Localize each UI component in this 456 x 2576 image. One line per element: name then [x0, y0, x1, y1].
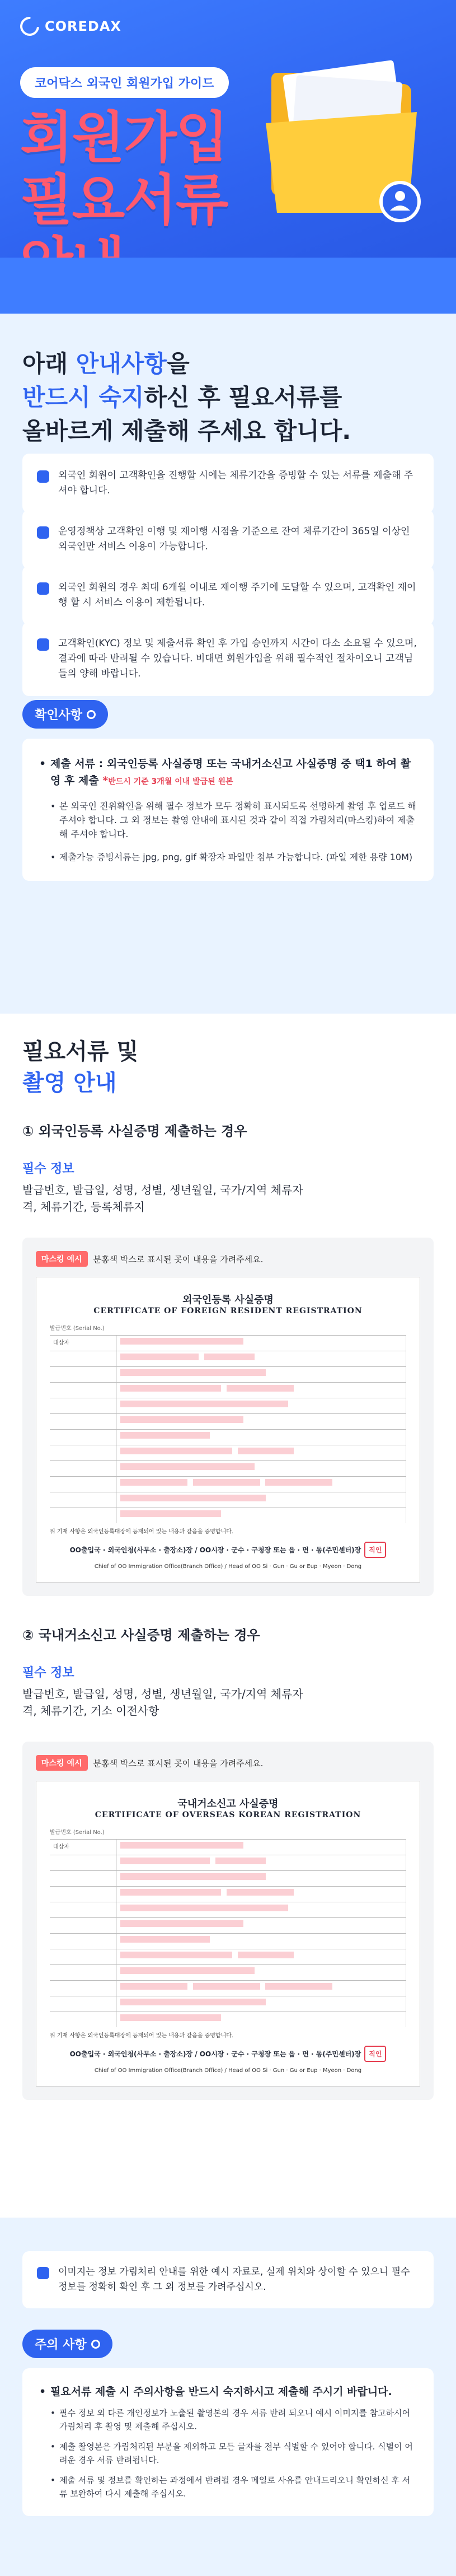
office-text-en: Chief of OO Immigration Office(Branch Office) / Head of OO Si · Gun · Gu or Eup · Myeon · Dong [94, 1564, 362, 1570]
case1-title: ① 외국인등록 사실증명 제출하는 경우 [22, 1123, 247, 1139]
notice-text: 외국인 회원의 경우 최대 6개월 이내로 재이행 주기에 도달할 수 있으며, 고객확인 재이행 할 시 서비스 이용이 제한됩니다. [58, 582, 416, 608]
bottom-section [0, 2218, 456, 2576]
intro-text: 올바르게 제출해 주세요 [22, 417, 266, 445]
hero-wave [0, 258, 456, 314]
mask-example-label: 마스킹 예시 [36, 1755, 88, 1771]
docs-title [22, 1036, 138, 1099]
mask-example-desc: 분홍색 박스로 표시된 곳이 내용을 가려주세요. [93, 1758, 264, 1768]
docs-title-line1: 필요서류 및 [22, 1039, 139, 1065]
case1-form-example [22, 1238, 434, 1596]
official-stamp: 직인 [364, 1542, 386, 1558]
info-bullet-icon [37, 2267, 49, 2279]
confirm-box [22, 739, 434, 881]
sheet2-title-english: CERTIFICATE OF OVERSEAS KOREAN REGISTRATION [95, 1810, 361, 1819]
folder-illustration-icon [249, 50, 434, 235]
caution-main: • 필요서류 제출 시 주의사항을 반드시 숙지하시고 제출해 주시기 바랍니다. [39, 2384, 417, 2400]
intro-highlight: 반드시 숙지 [22, 384, 144, 411]
case2-form-example [22, 1742, 434, 2100]
image-notice-text: 이미지는 정보 가림처리 안내를 위한 예시 자료로, 실제 위치와 상이할 수 있으니 필수 정보를 정확히 확인 후 그 외 정보를 가려주십시오. [58, 2266, 410, 2293]
required-mark: * [102, 774, 109, 787]
caution-tag-label: 주의 사항 [35, 2338, 87, 2352]
issuing-office [50, 1542, 406, 1558]
notice-card [22, 510, 434, 569]
foreign-registration-sheet: 외국인등록 사실증명 CERTIFICATE OF FOREIGN RESIDENT REGISTRATION 발급번호 (Serial No.) 대상자 위 기재 사항은 외국인등록대장에 등재되어 있는 내용과 같음을 증명합니다. OO출입국 · 외국인청(사무소 · 출장소)장 / OO시장 · 군수 · 구청장 또는 읍 · 면 · 동(주민센터)장 직인 Chief of OO Immigration Office(Branch Office) / Head of OO Si · Gun · Gu or Eup · Myeon · Dong [36, 1277, 420, 1583]
brand-name: COREDAX [45, 18, 121, 34]
confirm-tag [22, 700, 108, 729]
confirm-sub: • 본 외국인 진위확인을 위해 필수 정보가 모두 정확히 표시되도록 선명하게 촬영 후 업로드 해주셔야 합니다. 그 외 정보는 촬영 안내에 표시된 것과 같이 직접 가림처리(마스킹)하여 제출해 주셔야 합니다. [39, 799, 417, 841]
case1-required-text: 발급번호, 발급일, 성명, 성별, 생년월일, 국가/지역 체류자격, 체류기간, 등록체류지 [22, 1183, 303, 1214]
brand-logo[interactable] [20, 17, 121, 36]
confirm-main [39, 755, 417, 790]
intro-text: 아래 [22, 350, 76, 377]
mask-example-label: 마스킹 예시 [36, 1251, 88, 1267]
notice-text: 외국인 회원이 고객확인을 진행할 시에는 체류기간을 증빙할 수 있는 서류를 제출해 주셔야 합니다. [58, 470, 413, 496]
confirm-section [22, 700, 434, 881]
intro-highlight: 안내사항 [76, 350, 167, 377]
notice-text: 운영정책상 고객확인 이행 및 재이행 시점을 기준으로 잔여 체류기간이 365일 이상인 외국인만 서비스 이용이 가능합니다. [58, 526, 410, 552]
caution-section [22, 2330, 434, 2516]
intro-text: 을 [167, 350, 190, 377]
notice-card [22, 622, 434, 696]
caution-sub: • 제출 촬영본은 가림처리된 부분을 제외하고 모든 글자를 전부 식별할 수 있어야 합니다. 식별이 어려운 경우 서류 반려됩니다. [39, 2440, 417, 2467]
intro-section [0, 314, 456, 1014]
mask-example-desc: 분홍색 박스로 표시된 곳이 내용을 가려주세요. [93, 1254, 264, 1264]
office-text-en: Chief of OO Immigration Office(Branch Office) / Head of OO Si · Gun · Gu or Eup · Myeon · Dong [94, 2068, 362, 2074]
caution-tag [22, 2330, 112, 2358]
sheet2-title-korean: 국내거소신고 사실증명 [177, 1798, 279, 1810]
confirm-sub: • 제출가능 증빙서류는 jpg, png, gif 확장자 파일만 첨부 가능합니다. (파일 제한 용량 10M) [39, 850, 417, 864]
sheet-serial: 발급번호 (Serial No.) [50, 1830, 105, 1836]
search-icon [87, 710, 96, 719]
caution-box [22, 2368, 434, 2516]
caution-sub: • 제출 서류 및 정보를 확인하는 과정에서 반려될 경우 메일로 사유를 안내드리오니 확인하신 후 서류 보완하여 다시 제출해 주십시오. [39, 2474, 417, 2500]
case2-required-label: 필수 정보 [22, 1666, 74, 1680]
notice-card [22, 566, 434, 625]
confirm-tag-label: 확인사항 [35, 708, 83, 722]
sheet1-title-korean: 외국인등록 사실증명 [182, 1294, 274, 1306]
intro-text: 합니다. [265, 417, 351, 445]
confirm-main-note: 반드시 기준 3개월 이내 발급된 원본 [108, 777, 233, 786]
info-bullet-icon [37, 526, 49, 539]
search-icon [91, 2340, 100, 2349]
issuing-office [50, 2046, 406, 2062]
info-bullet-icon [37, 638, 49, 651]
overseas-korean-sheet: 국내거소신고 사실증명 CERTIFICATE OF OVERSEAS KOREAN REGISTRATION 발급번호 (Serial No.) 대상자 위 기재 사항은 외국인등록대장에 등재되어 있는 내용과 같음을 증명합니다. OO출입국 · 외국인청(사무소 · 출장소)장 / OO시장 · 군수 · 구청장 또는 읍 · 면 · 동(주민센터)장 직인 Chief of OO Immigration Office(Branch Office) / Head of OO Si · Gun · Gu or Eup · Myeon · Dong [36, 1781, 420, 2087]
office-text: OO출입국 · 외국인청(사무소 · 출장소)장 / OO시장 · 군수 · 구청장 또는 읍 · 면 · 동(주민센터)장 [69, 1546, 361, 1554]
image-notice-card [22, 2251, 434, 2308]
office-text: OO출입국 · 외국인청(사무소 · 출장소)장 / OO시장 · 군수 · 구청장 또는 읍 · 면 · 동(주민센터)장 [69, 2050, 361, 2058]
info-bullet-icon [37, 470, 49, 483]
documents-section [0, 1014, 456, 2218]
sheet1-title-english: CERTIFICATE OF FOREIGN RESIDENT REGISTRATION [93, 1306, 363, 1315]
official-stamp: 직인 [364, 2046, 386, 2062]
case2-title: ② 국내거소신고 사실증명 제출하는 경우 [22, 1627, 260, 1643]
intro-heading [22, 347, 351, 448]
sheet-footnote: 위 기재 사항은 외국인등록대장에 등재되어 있는 내용과 같음을 증명합니다. [50, 2033, 234, 2039]
hero-banner [0, 0, 456, 314]
confirm-main-text: 제출 서류 : 외국인등록 사실증명 또는 국내거소신고 사실증명 중 택1 하여 촬영 후 제출 [50, 758, 411, 787]
notice-card [22, 454, 434, 513]
sheet-serial: 발급번호 (Serial No.) [50, 1326, 105, 1332]
guide-pill: 코어닥스 외국인 회원가입 가이드 [20, 67, 229, 98]
caution-sub: • 필수 정보 외 다른 개인정보가 노출된 촬영본의 경우 서류 반려 되오니 예시 이미지를 참고하시어 가림처리 후 촬영 및 제출해 주십시오. [39, 2406, 417, 2433]
docs-title-line2: 촬영 안내 [22, 1070, 117, 1096]
hero-title-line2: 필요서류 [20, 169, 228, 232]
intro-text: 하신 후 필요서류를 [144, 384, 342, 411]
case2-required-text: 발급번호, 발급일, 성명, 성별, 생년월일, 국가/지역 체류자격, 체류기간, 거소 이전사항 [22, 1687, 303, 1718]
coredax-logo-icon [16, 13, 43, 40]
info-bullet-icon [37, 582, 49, 595]
sheet-footnote: 위 기재 사항은 외국인등록대장에 등재되어 있는 내용과 같음을 증명합니다. [50, 1529, 234, 1535]
hero-title-line1: 회원가입 [20, 106, 228, 170]
case1-required-label: 필수 정보 [22, 1162, 74, 1176]
notice-text: 고객확인(KYC) 정보 및 제출서류 확인 후 가입 승인까지 시간이 다소 소요될 수 있으며, 결과에 따라 반려될 수 있습니다. 비대면 회원가입을 위해 필수적인 절차이오니 고객님들의 양해 바랍니다. [58, 638, 417, 679]
